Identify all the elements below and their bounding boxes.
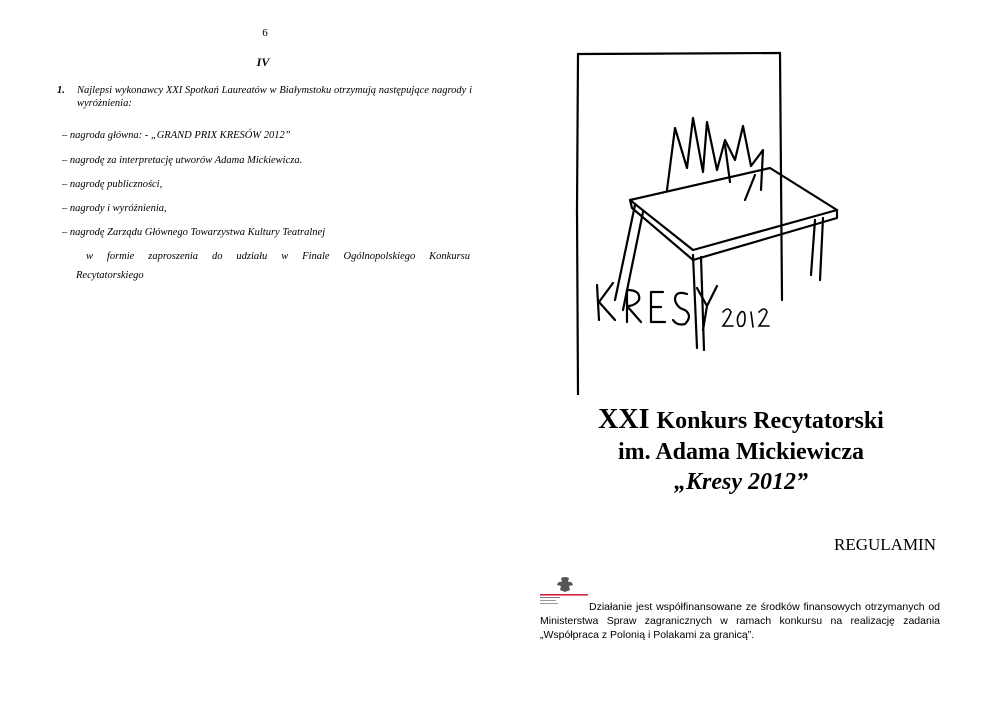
point-1 bbox=[57, 84, 472, 110]
award-item-grand-prix: – nagroda główna: - „GRAND PRIX KRESÓW 2012” bbox=[62, 130, 291, 141]
award-continuation-line: w formie zaproszenia do udziału w Finale Ogólnopolskiego Konkursu bbox=[86, 251, 470, 262]
page-number: 6 bbox=[262, 27, 268, 39]
point-text: Najlepsi wykonawcy XXI Spotkań Laureatów w Białymstoku otrzymują następujące nagrody i wyróżnienia: bbox=[77, 85, 472, 109]
point-number: 1. bbox=[57, 85, 65, 96]
section-numeral: IV bbox=[256, 55, 270, 69]
award-item-audience: – nagrodę publiczności, bbox=[62, 179, 163, 190]
title-line-1 bbox=[516, 404, 966, 437]
title-contest-name: Konkurs Recytatorski bbox=[656, 408, 884, 434]
title-line-2: im. Adama Mickiewicza bbox=[618, 439, 864, 465]
award-item-board: – nagrodę Zarządu Głównego Towarzystwa Kultury Teatralnej bbox=[62, 227, 326, 238]
title-line-3: „Kresy 2012” bbox=[674, 469, 808, 495]
title-block bbox=[516, 404, 966, 497]
award-item-interpretation: – nagrodę za interpretację utworów Adama Mickiewicza. bbox=[62, 155, 303, 166]
award-item-distinctions: – nagrody i wyróżnienia, bbox=[62, 203, 167, 214]
document-type-heading: REGULAMIN bbox=[834, 535, 936, 554]
logo-red-line bbox=[540, 594, 588, 596]
title-roman-numeral: XXI bbox=[598, 404, 650, 435]
funding-statement: Działanie jest współfinansowane ze środków finansowych otrzymanych od Ministerstwa Spraw zagranicznych w ramach konkursu na realizację zadania „Współpraca z Polonią i Polakami za granicą”. bbox=[540, 601, 940, 641]
eagle-emblem-icon bbox=[557, 577, 573, 592]
award-continuation-end: Recytatorskiego bbox=[76, 270, 144, 281]
right-page bbox=[496, 0, 992, 701]
table-drawing-illustration bbox=[575, 50, 845, 395]
